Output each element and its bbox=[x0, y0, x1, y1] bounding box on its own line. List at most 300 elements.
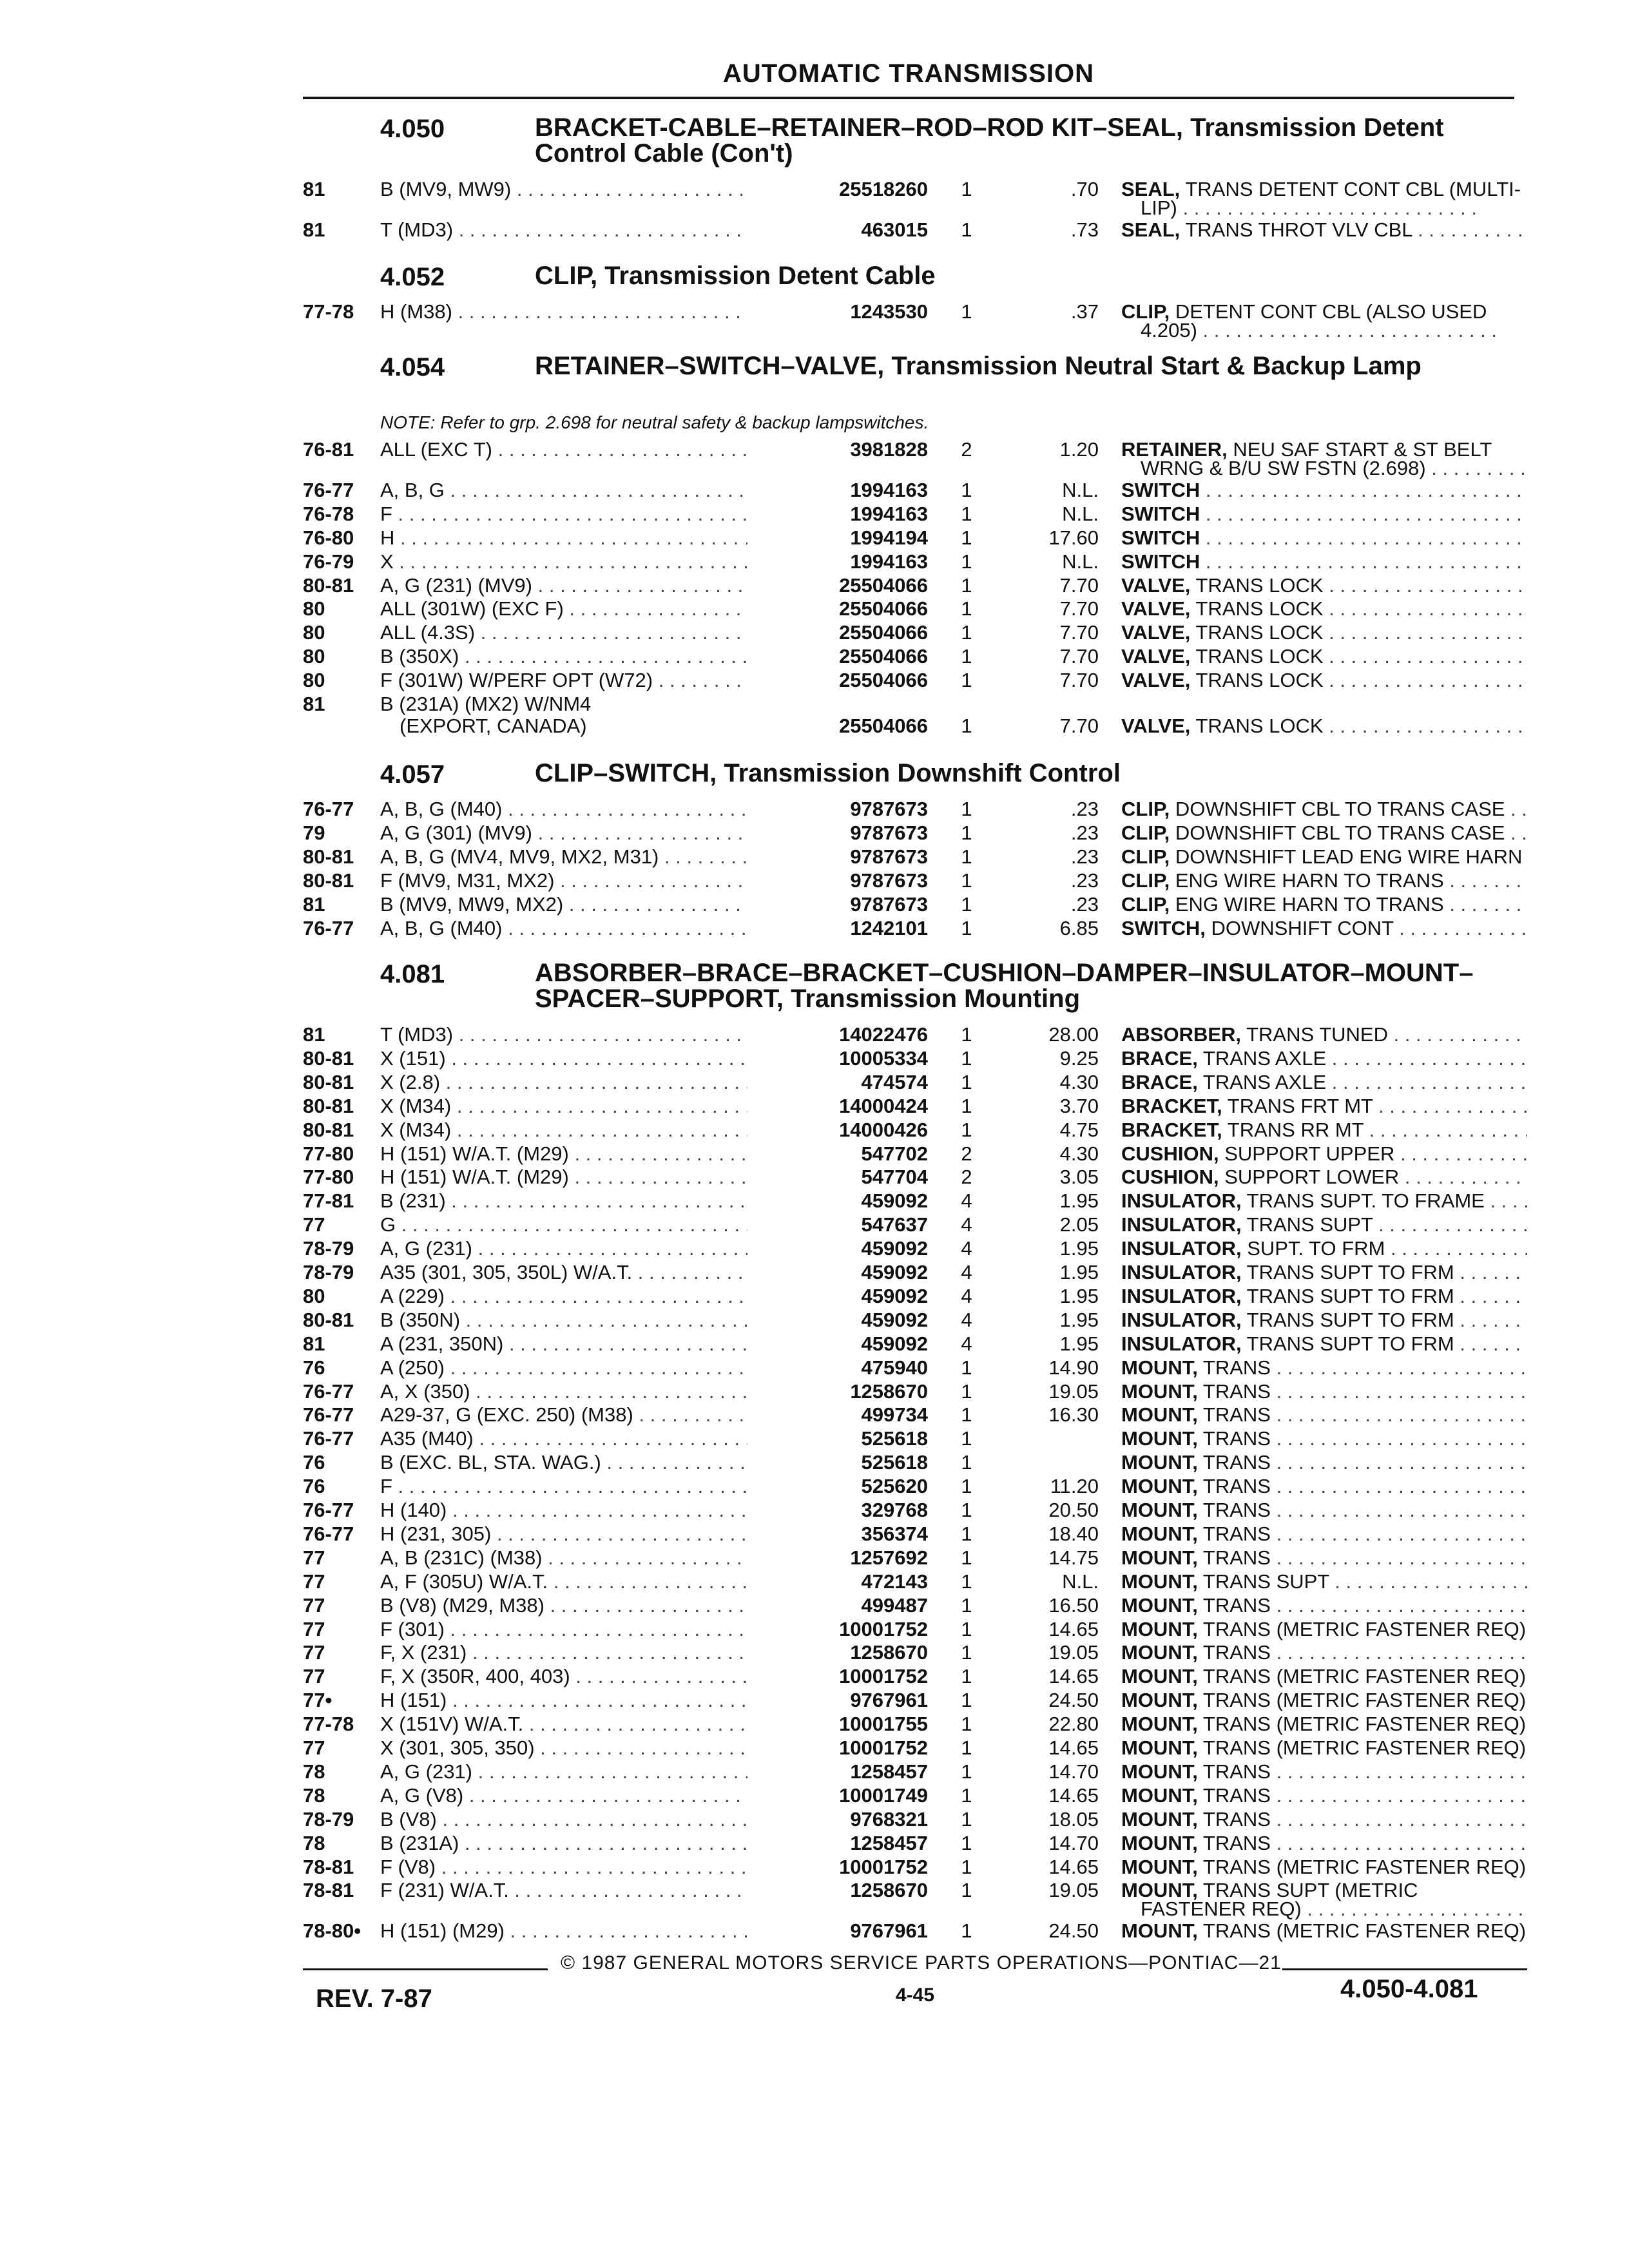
row-part-number: 525620 bbox=[861, 1475, 928, 1498]
row-description bbox=[1121, 1023, 1527, 1046]
row-model: B (231) . . . bbox=[380, 1189, 747, 1213]
row-description bbox=[1121, 1570, 1527, 1593]
description-text: TRANS (METRIC FASTENER REQ) bbox=[1202, 1689, 1527, 1712]
description-name: MOUNT, bbox=[1121, 1689, 1198, 1712]
description-name: MOUNT, bbox=[1121, 1919, 1198, 1943]
row-model: B (V8) . . . bbox=[380, 1808, 747, 1831]
description-text: SUPPORT LOWER bbox=[1224, 1166, 1400, 1189]
row-model: A, X (350) . . . bbox=[380, 1380, 747, 1403]
row-year: 76-77 bbox=[303, 1499, 354, 1521]
row-year: 78-81 bbox=[303, 1855, 354, 1878]
row-year: 80-81 bbox=[303, 1094, 354, 1117]
row-description bbox=[1121, 1380, 1527, 1403]
row-description bbox=[1121, 869, 1527, 892]
description-text: TRANS bbox=[1202, 1546, 1271, 1569]
description-name: CUSHION, bbox=[1121, 1142, 1219, 1165]
row-quantity: 1 bbox=[961, 1783, 972, 1807]
row-year: 80 bbox=[303, 645, 325, 668]
description-text: ENG WIRE HARN TO TRANS bbox=[1175, 869, 1444, 892]
row-description bbox=[1121, 822, 1527, 845]
row-model: B (V8) (M29, M38) . . . bbox=[380, 1594, 747, 1617]
row-description bbox=[1121, 1403, 1527, 1427]
row-year: 80-81 bbox=[303, 1046, 354, 1070]
row-price: 14.65 bbox=[1048, 1665, 1099, 1688]
description-name: ABSORBER, bbox=[1121, 1023, 1242, 1046]
row-model: A, B (231C) (M38) . . . bbox=[380, 1546, 747, 1570]
row-quantity: 1 bbox=[961, 300, 972, 323]
row-quantity: 1 bbox=[961, 1593, 972, 1617]
row-description bbox=[1121, 574, 1527, 597]
description-name: MOUNT, bbox=[1121, 1617, 1198, 1640]
row-price: .23 bbox=[1070, 798, 1099, 820]
row-description bbox=[1121, 597, 1527, 620]
row-description bbox=[1121, 1142, 1527, 1166]
row-model: X (M34) . . . bbox=[380, 1095, 747, 1118]
row-year: 81 bbox=[303, 693, 325, 715]
row-description bbox=[1121, 1356, 1527, 1379]
row-model: ALL (4.3S) . . . bbox=[380, 621, 747, 644]
row-quantity: 1 bbox=[961, 845, 972, 868]
row-price: 7.70 bbox=[1059, 573, 1099, 597]
row-part-number: 499734 bbox=[861, 1403, 928, 1427]
row-price: 1.95 bbox=[1059, 1308, 1099, 1331]
row-year: 77 bbox=[303, 1665, 325, 1688]
row-price: 14.65 bbox=[1048, 1736, 1099, 1759]
row-part-number: 463015 bbox=[861, 218, 928, 241]
row-description bbox=[1121, 1713, 1527, 1736]
row-description-continued: LIP) . . . bbox=[1141, 197, 1527, 220]
row-quantity: 1 bbox=[961, 1760, 972, 1783]
row-description bbox=[1121, 1475, 1527, 1498]
row-part-number: 356374 bbox=[861, 1522, 928, 1545]
row-description bbox=[1121, 550, 1527, 573]
description-text: DETENT CONT CBL (ALSO USED bbox=[1175, 300, 1487, 323]
row-quantity: 1 bbox=[961, 1070, 972, 1093]
row-year: 81 bbox=[303, 1023, 325, 1046]
row-quantity: 1 bbox=[961, 573, 972, 597]
description-text: TRANS AXLE bbox=[1202, 1070, 1327, 1093]
row-model: X (151V) W/A.T. . . . bbox=[380, 1713, 747, 1736]
description-text: TRANS bbox=[1202, 1403, 1271, 1427]
row-price: .23 bbox=[1070, 821, 1099, 844]
row-model: X (2.8) . . . bbox=[380, 1071, 747, 1094]
group-number: 4.057 bbox=[380, 760, 445, 789]
row-price: 19.05 bbox=[1048, 1879, 1099, 1902]
description-name: INSULATOR, bbox=[1121, 1237, 1242, 1260]
row-part-number: 1994163 bbox=[850, 550, 928, 573]
description-name: MOUNT, bbox=[1121, 1379, 1198, 1403]
row-year: 76 bbox=[303, 1475, 325, 1498]
row-year: 77 bbox=[303, 1213, 325, 1236]
row-quantity: 1 bbox=[961, 550, 972, 573]
description-name: CLIP, bbox=[1121, 821, 1170, 844]
description-name: SWITCH, bbox=[1121, 916, 1206, 939]
row-part-number: 25504066 bbox=[839, 573, 928, 597]
page-title: AUTOMATIC TRANSMISSION bbox=[722, 59, 1095, 88]
row-model: ALL (EXC T) . . . bbox=[380, 438, 747, 461]
row-year: 76-77 bbox=[303, 798, 354, 820]
description-text: TRANS SUPT bbox=[1246, 1213, 1373, 1236]
row-quantity: 1 bbox=[961, 1641, 972, 1664]
row-model: A, B, G (M40) . . . bbox=[380, 917, 747, 940]
row-model: B (350X) . . . bbox=[380, 645, 747, 668]
row-model: F (301) . . . bbox=[380, 1618, 747, 1641]
row-price: 1.95 bbox=[1059, 1189, 1099, 1213]
description-name: MOUNT, bbox=[1121, 1783, 1198, 1807]
row-part-number: 547704 bbox=[861, 1166, 928, 1189]
row-description bbox=[1121, 1832, 1527, 1855]
row-description bbox=[1121, 1784, 1527, 1807]
description-text: TRANS SUPT TO FRM bbox=[1246, 1284, 1454, 1307]
row-price: 1.95 bbox=[1059, 1261, 1099, 1283]
row-quantity: 1 bbox=[961, 1807, 972, 1831]
row-year: 81 bbox=[303, 1332, 325, 1355]
row-part-number: 547702 bbox=[861, 1142, 928, 1165]
description-text: TRANS bbox=[1202, 1807, 1271, 1831]
row-price: 6.85 bbox=[1059, 916, 1099, 939]
row-description bbox=[1121, 1237, 1527, 1260]
row-quantity: 1 bbox=[961, 1427, 972, 1450]
description-text: TRANS LOCK bbox=[1195, 669, 1324, 692]
row-quantity: 1 bbox=[961, 798, 972, 820]
row-price: 20.50 bbox=[1048, 1499, 1099, 1521]
row-part-number: 472143 bbox=[861, 1570, 928, 1593]
description-text: TRANS SUPT bbox=[1202, 1570, 1329, 1593]
row-year: 76-81 bbox=[303, 438, 354, 461]
row-model: H (151) W/A.T. (M29) . . . bbox=[380, 1166, 747, 1189]
row-model: A29-37, G (EXC. 250) (M38) . . . bbox=[380, 1403, 747, 1427]
row-part-number: 10001752 bbox=[839, 1736, 928, 1759]
row-year: 77-80 bbox=[303, 1166, 354, 1189]
description-text: TRANS bbox=[1202, 1427, 1271, 1450]
row-part-number: 9787673 bbox=[850, 869, 928, 892]
page-number: 4-45 bbox=[896, 1984, 935, 2006]
row-year: 77 bbox=[303, 1641, 325, 1664]
row-quantity: 4 bbox=[961, 1189, 972, 1213]
description-text: TRANS bbox=[1202, 1641, 1271, 1664]
row-model: F . . . bbox=[380, 503, 747, 526]
row-quantity: 4 bbox=[961, 1213, 972, 1236]
row-quantity: 1 bbox=[961, 1499, 972, 1521]
description-name: MOUNT, bbox=[1121, 1736, 1198, 1759]
group-title: ABSORBER–BRACE–BRACKET–CUSHION–DAMPER–INSULATOR–MOUNT–SPACER–SUPPORT, Transmission Mounting bbox=[535, 959, 1474, 1013]
row-quantity: 1 bbox=[961, 645, 972, 668]
header-rule bbox=[303, 97, 1514, 99]
description-name: MOUNT, bbox=[1121, 1855, 1198, 1878]
row-year: 81 bbox=[303, 178, 325, 200]
row-quantity: 1 bbox=[961, 869, 972, 892]
description-name: VALVE, bbox=[1121, 573, 1191, 597]
row-model: X . . . bbox=[380, 550, 747, 573]
row-model: A, G (301) (MV9) . . . bbox=[380, 822, 747, 845]
row-model: X (M34) . . . bbox=[380, 1119, 747, 1142]
row-model: A, G (231) . . . bbox=[380, 1237, 747, 1260]
row-part-number: 1258670 bbox=[850, 1379, 928, 1403]
copyright-notice: © 1987 GENERAL MOTORS SERVICE PARTS OPERATIONS—PONTIAC—21 bbox=[561, 1952, 1282, 1974]
row-quantity: 4 bbox=[961, 1284, 972, 1307]
description-name: RETAINER, bbox=[1121, 438, 1228, 461]
row-model-continued: (EXPORT, CANADA) bbox=[400, 715, 587, 737]
row-description bbox=[1121, 1309, 1527, 1332]
row-part-number: 10001752 bbox=[839, 1855, 928, 1878]
description-text: TRANS THROT VLV CBL bbox=[1185, 218, 1412, 241]
row-year: 80-81 bbox=[303, 573, 354, 597]
row-description bbox=[1121, 1546, 1527, 1570]
row-description bbox=[1121, 1594, 1527, 1617]
row-price: N.L. bbox=[1062, 1570, 1099, 1593]
row-description bbox=[1121, 1427, 1527, 1450]
row-part-number: 14000424 bbox=[839, 1094, 928, 1117]
description-text: TRANS SUPT TO FRM bbox=[1246, 1308, 1454, 1331]
row-year: 77-78 bbox=[303, 300, 354, 323]
description-text: TRANS SUPT. TO FRAME bbox=[1246, 1189, 1485, 1213]
description-name: INSULATOR, bbox=[1121, 1261, 1242, 1283]
row-model: T (MD3) . . . bbox=[380, 218, 747, 242]
row-price: 1.95 bbox=[1059, 1332, 1099, 1355]
row-part-number: 547637 bbox=[861, 1213, 928, 1236]
row-part-number: 25504066 bbox=[839, 621, 928, 644]
row-quantity: 1 bbox=[961, 1665, 972, 1688]
row-quantity: 1 bbox=[961, 1403, 972, 1427]
row-model: A, G (V8) . . . bbox=[380, 1784, 747, 1807]
description-text: TRANS LOCK bbox=[1195, 621, 1324, 644]
row-price: 22.80 bbox=[1048, 1713, 1099, 1736]
row-model: A, G (231) . . . bbox=[380, 1760, 747, 1783]
row-part-number: 25504066 bbox=[839, 645, 928, 668]
row-model: A (231, 350N) . . . bbox=[380, 1332, 747, 1356]
row-model: H (140) . . . bbox=[380, 1499, 747, 1522]
footer-rule-left bbox=[303, 1968, 548, 1970]
description-name: INSULATOR, bbox=[1121, 1189, 1242, 1213]
row-price: 14.90 bbox=[1048, 1356, 1099, 1379]
row-quantity: 1 bbox=[961, 1118, 972, 1141]
row-year: 80-81 bbox=[303, 1308, 354, 1331]
description-text: TRANS (METRIC FASTENER REQ) bbox=[1202, 1855, 1527, 1878]
description-text: TRANS LOCK bbox=[1195, 645, 1324, 668]
row-price: 18.40 bbox=[1048, 1522, 1099, 1545]
row-quantity: 1 bbox=[961, 178, 972, 200]
row-part-number: 10001755 bbox=[839, 1713, 928, 1736]
row-quantity: 1 bbox=[961, 1919, 972, 1943]
row-quantity: 4 bbox=[961, 1237, 972, 1260]
row-description bbox=[1121, 1856, 1527, 1879]
row-quantity: 1 bbox=[961, 621, 972, 644]
group-range: 4.050-4.081 bbox=[1340, 1975, 1478, 2003]
row-model: A, B, G (MV4, MV9, MX2, M31) . . . bbox=[380, 845, 747, 869]
description-name: BRACE, bbox=[1121, 1070, 1198, 1093]
row-year: 80 bbox=[303, 1284, 325, 1307]
row-part-number: 9787673 bbox=[850, 845, 928, 868]
group-title: CLIP–SWITCH, Transmission Downshift Control bbox=[535, 759, 1121, 787]
row-price: 14.65 bbox=[1048, 1783, 1099, 1807]
row-part-number: 25504066 bbox=[839, 597, 928, 620]
row-price: 16.50 bbox=[1048, 1593, 1099, 1617]
row-model: F, X (231) . . . bbox=[380, 1641, 747, 1664]
row-part-number: 25518260 bbox=[839, 178, 928, 200]
row-part-number: 1258670 bbox=[850, 1879, 928, 1902]
row-description bbox=[1121, 1808, 1527, 1831]
description-name: SWITCH bbox=[1121, 502, 1200, 525]
description-text: TRANS FRT MT bbox=[1227, 1094, 1373, 1117]
row-model: G . . . bbox=[380, 1213, 747, 1236]
description-name: VALVE, bbox=[1121, 597, 1191, 620]
description-name: MOUNT, bbox=[1121, 1593, 1198, 1617]
description-text: TRANS LOCK bbox=[1195, 573, 1324, 597]
row-description bbox=[1121, 526, 1527, 550]
row-description bbox=[1121, 1261, 1527, 1284]
description-name: MOUNT, bbox=[1121, 1831, 1198, 1854]
row-part-number: 1242101 bbox=[850, 916, 928, 939]
row-part-number: 10001749 bbox=[839, 1783, 928, 1807]
row-model: H (151) W/A.T. (M29) . . . bbox=[380, 1142, 747, 1166]
row-year: 76 bbox=[303, 1356, 325, 1379]
row-part-number: 459092 bbox=[861, 1189, 928, 1213]
row-description bbox=[1121, 1213, 1527, 1236]
group-title: BRACKET-CABLE–RETAINER–ROD–ROD KIT–SEAL, Transmission Detent Control Cable (Con't) bbox=[535, 113, 1444, 168]
row-part-number: 1258457 bbox=[850, 1831, 928, 1854]
row-description bbox=[1121, 1119, 1527, 1142]
description-text: TRANS bbox=[1202, 1356, 1271, 1379]
row-year: 78 bbox=[303, 1783, 325, 1807]
row-price: .23 bbox=[1070, 892, 1099, 916]
row-description bbox=[1121, 479, 1527, 502]
row-part-number: 25504066 bbox=[839, 669, 928, 692]
row-year: 78-79 bbox=[303, 1237, 354, 1260]
row-price: 7.70 bbox=[1059, 669, 1099, 692]
row-price: 14.65 bbox=[1048, 1617, 1099, 1640]
row-description bbox=[1121, 1665, 1527, 1688]
description-text: TRANS (METRIC FASTENER REQ) bbox=[1202, 1617, 1527, 1640]
row-description-continued: FASTENER REQ) . . . bbox=[1141, 1898, 1527, 1921]
description-name: MOUNT, bbox=[1121, 1665, 1198, 1688]
description-text: DOWNSHIFT CBL TO TRANS CASE bbox=[1175, 821, 1505, 844]
row-quantity: 1 bbox=[961, 1617, 972, 1640]
row-price: N.L. bbox=[1062, 478, 1099, 501]
row-part-number: 459092 bbox=[861, 1308, 928, 1331]
row-quantity: 1 bbox=[961, 892, 972, 916]
revision-label: REV. 7-87 bbox=[316, 1984, 432, 2013]
row-description bbox=[1121, 1523, 1527, 1546]
description-name: MOUNT, bbox=[1121, 1427, 1198, 1450]
description-text: SUPT. TO FRM bbox=[1247, 1237, 1385, 1260]
description-name: MOUNT, bbox=[1121, 1546, 1198, 1569]
row-part-number: 1994163 bbox=[850, 478, 928, 501]
row-year: 80-81 bbox=[303, 869, 354, 892]
row-part-number: 329768 bbox=[861, 1499, 928, 1521]
row-description bbox=[1121, 798, 1527, 821]
row-year: 77 bbox=[303, 1593, 325, 1617]
row-part-number: 499487 bbox=[861, 1593, 928, 1617]
row-model: H (151) (M29) . . . bbox=[380, 1919, 747, 1943]
row-year: 77 bbox=[303, 1736, 325, 1759]
row-description bbox=[1121, 621, 1527, 644]
description-name: SEAL, bbox=[1121, 178, 1181, 200]
row-quantity: 1 bbox=[961, 1855, 972, 1878]
row-year: 77 bbox=[303, 1617, 325, 1640]
row-model: A, B, G . . . bbox=[380, 479, 747, 502]
row-part-number: 10001752 bbox=[839, 1617, 928, 1640]
group-number: 4.050 bbox=[380, 115, 445, 143]
description-name: BRACE, bbox=[1121, 1046, 1198, 1070]
group-number: 4.054 bbox=[380, 353, 445, 381]
group-number: 4.081 bbox=[380, 960, 445, 988]
description-text: TRANS bbox=[1202, 1783, 1271, 1807]
row-price: 18.05 bbox=[1048, 1807, 1099, 1831]
row-year: 77• bbox=[303, 1689, 333, 1712]
row-part-number: 1257692 bbox=[850, 1546, 928, 1569]
row-quantity: 1 bbox=[961, 502, 972, 525]
row-quantity: 1 bbox=[961, 1831, 972, 1854]
row-description bbox=[1121, 1919, 1527, 1943]
row-description bbox=[1121, 1047, 1527, 1070]
row-year: 76-77 bbox=[303, 478, 354, 501]
row-year: 80 bbox=[303, 669, 325, 692]
row-part-number: 1258457 bbox=[850, 1760, 928, 1783]
description-name: CLIP, bbox=[1121, 892, 1170, 916]
group-number: 4.052 bbox=[380, 263, 445, 291]
row-model: A (250) . . . bbox=[380, 1356, 747, 1379]
description-name: BRACKET, bbox=[1121, 1094, 1222, 1117]
description-name: MOUNT, bbox=[1121, 1713, 1198, 1736]
description-name: VALVE, bbox=[1121, 715, 1191, 737]
row-model: H . . . bbox=[380, 526, 747, 550]
row-part-number: 14000426 bbox=[839, 1118, 928, 1141]
row-description bbox=[1121, 1618, 1527, 1641]
description-name: CLIP, bbox=[1121, 798, 1170, 820]
description-name: MOUNT, bbox=[1121, 1807, 1198, 1831]
row-description bbox=[1121, 893, 1527, 916]
description-name: MOUNT, bbox=[1121, 1475, 1198, 1498]
row-price: 1.95 bbox=[1059, 1237, 1099, 1260]
description-text: TRANS bbox=[1202, 1475, 1271, 1498]
row-description bbox=[1121, 1760, 1527, 1783]
row-model: F (V8) . . . bbox=[380, 1856, 747, 1879]
row-description bbox=[1121, 645, 1527, 668]
description-name: CLIP, bbox=[1121, 845, 1170, 868]
row-year: 76-79 bbox=[303, 550, 354, 573]
description-name: INSULATOR, bbox=[1121, 1284, 1242, 1307]
row-model: A (229) . . . bbox=[380, 1285, 747, 1308]
row-part-number: 525618 bbox=[861, 1427, 928, 1450]
row-year: 77-81 bbox=[303, 1189, 354, 1213]
row-year: 76-77 bbox=[303, 1379, 354, 1403]
row-quantity: 1 bbox=[961, 478, 972, 501]
row-quantity: 1 bbox=[961, 1023, 972, 1046]
row-price: 14.65 bbox=[1048, 1855, 1099, 1878]
row-year: 77-80 bbox=[303, 1142, 354, 1165]
description-name: CLIP, bbox=[1121, 300, 1170, 323]
row-quantity: 1 bbox=[961, 526, 972, 549]
row-price: 28.00 bbox=[1048, 1023, 1099, 1046]
description-name: BRACKET, bbox=[1121, 1118, 1222, 1141]
row-description bbox=[1121, 1285, 1527, 1308]
description-text: ENG WIRE HARN TO TRANS bbox=[1175, 892, 1444, 916]
row-year: 76-77 bbox=[303, 1522, 354, 1545]
row-part-number: 1994194 bbox=[850, 526, 928, 549]
description-name: MOUNT, bbox=[1121, 1499, 1198, 1521]
row-quantity: 1 bbox=[961, 1736, 972, 1759]
row-price: 24.50 bbox=[1048, 1919, 1099, 1943]
row-part-number: 474574 bbox=[861, 1070, 928, 1093]
row-price: N.L. bbox=[1062, 550, 1099, 573]
description-text: TRANS (METRIC FASTENER REQ) bbox=[1202, 1713, 1527, 1736]
row-quantity: 1 bbox=[961, 1094, 972, 1117]
description-text: TRANS LOCK bbox=[1195, 597, 1324, 620]
row-price: 19.05 bbox=[1048, 1641, 1099, 1664]
row-quantity: 1 bbox=[961, 1522, 972, 1545]
description-text: TRANS SUPT TO FRM bbox=[1246, 1261, 1454, 1283]
row-description-continued: 4.205) . . . bbox=[1141, 319, 1527, 342]
